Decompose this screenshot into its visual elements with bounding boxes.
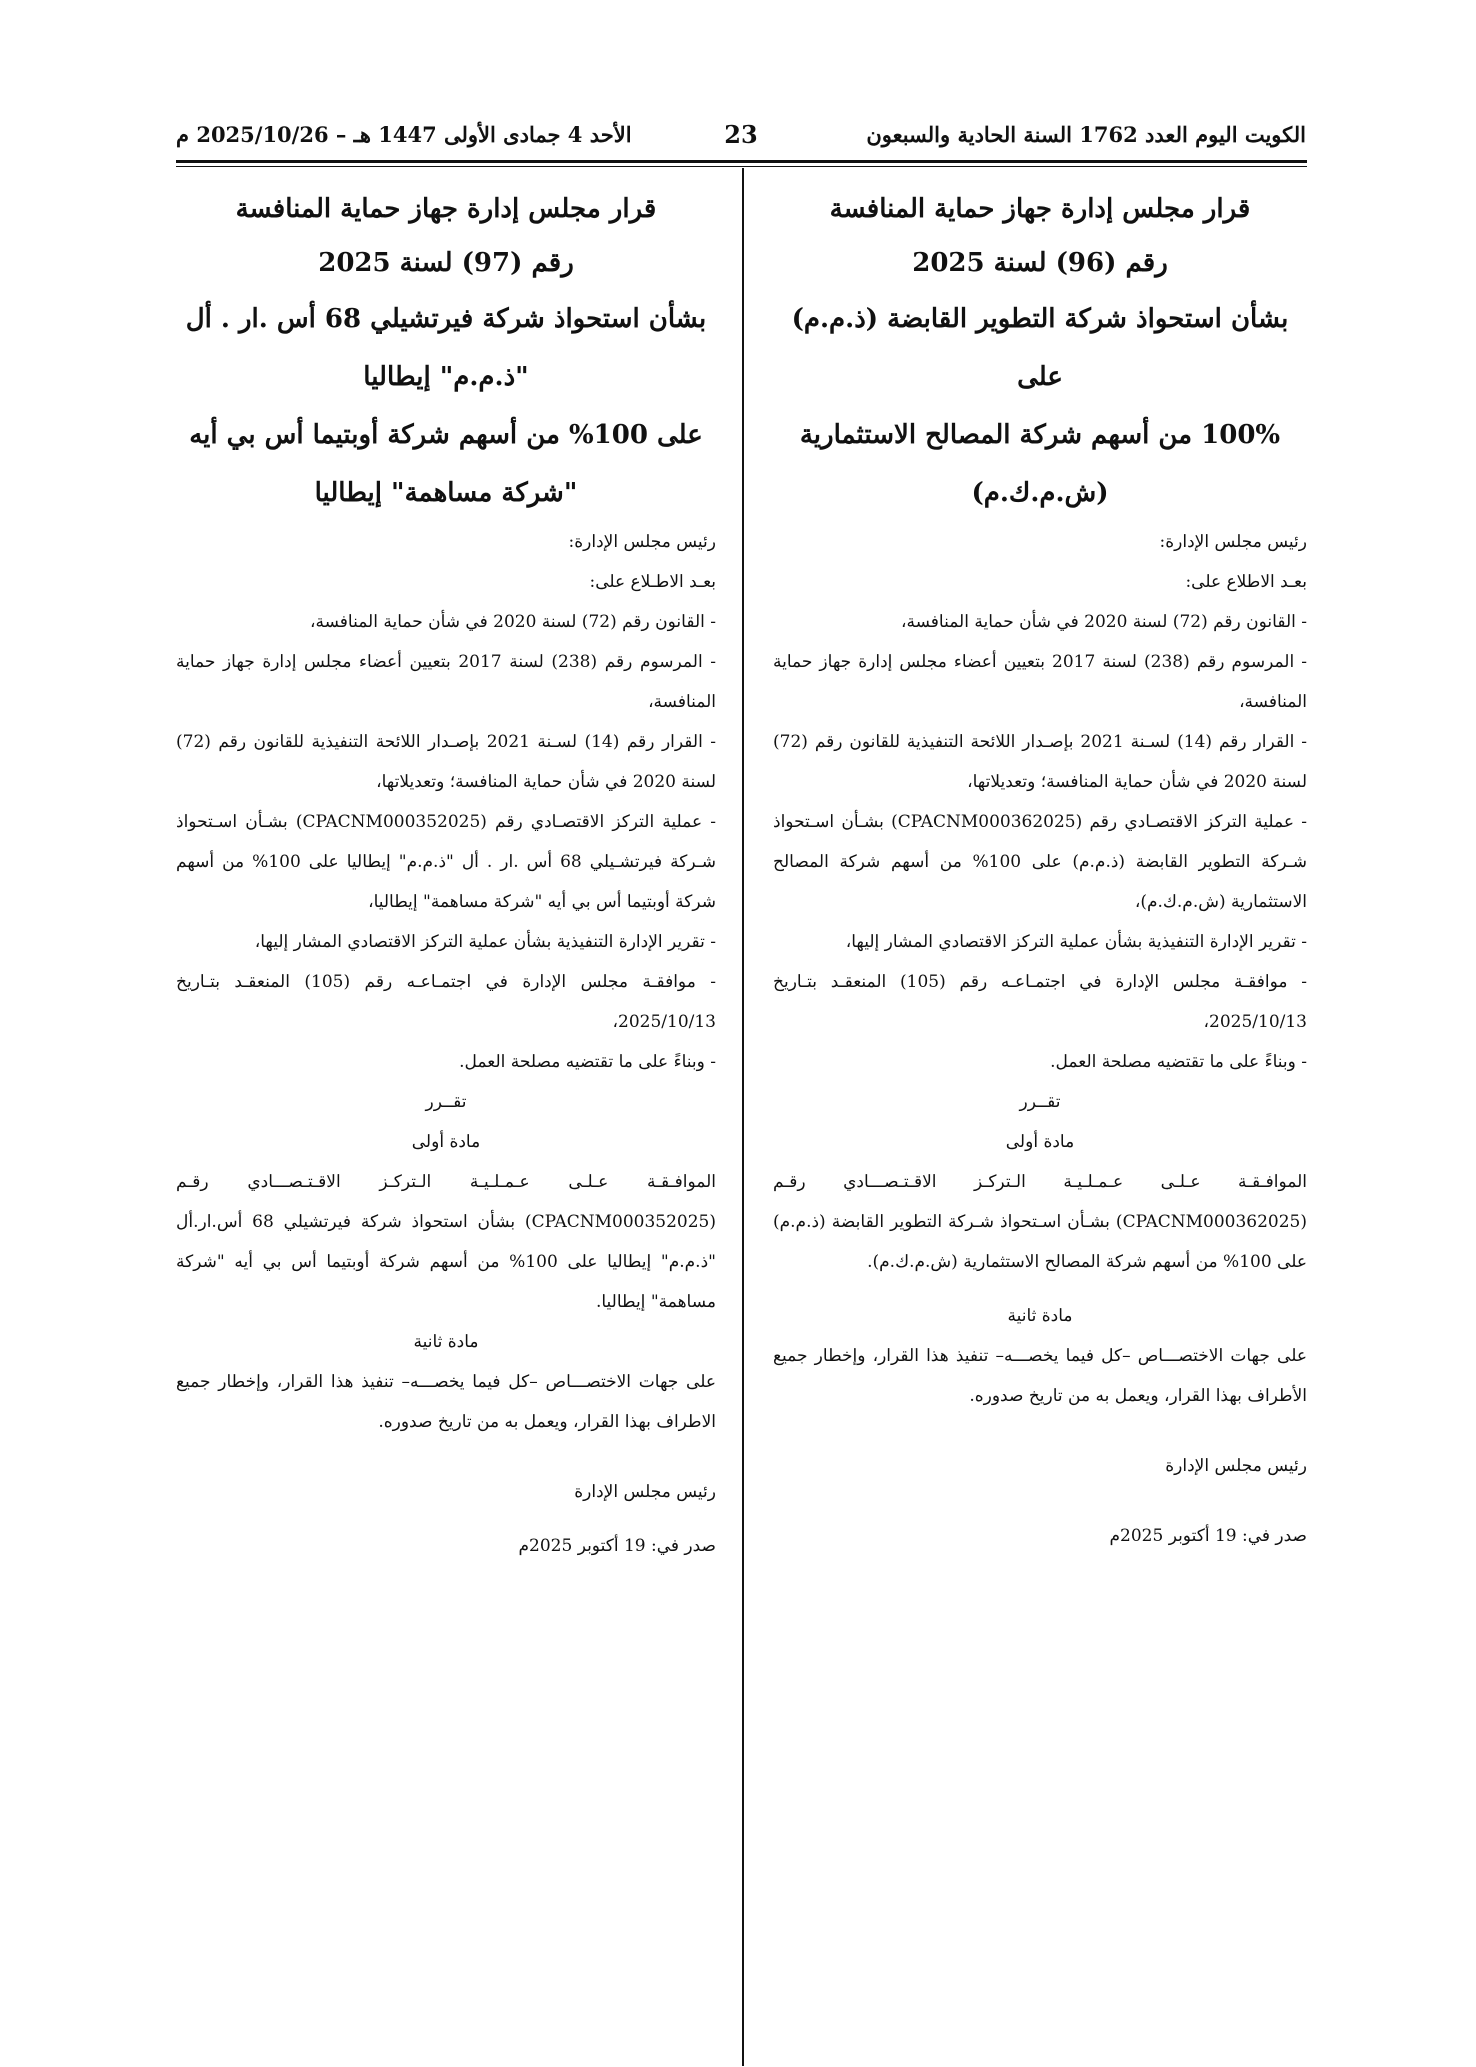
decision-number: رقم (97) لسنة 2025 <box>318 248 574 278</box>
chairman-intro: رئيس مجلس الإدارة: <box>1159 532 1307 552</box>
decision-subject-line: بشأن استحواذ شركة التطوير القابضة (ذ.م.م) على <box>791 304 1289 392</box>
signature: رئيس مجلس الإدارة <box>1165 1456 1307 1476</box>
preamble-item: - موافقـة مجلس الإدارة في اجتمـاعـه رقم (105) المنعقـد بتـاريخ 2025/10/13، <box>176 972 716 1032</box>
preamble-item: - القانون رقم (72) لسنة 2020 في شأن حماية المنافسة، <box>310 612 716 632</box>
chairman-intro: رئيس مجلس الإدارة: <box>568 532 716 552</box>
after-review: بعـد الاطـلاع على: <box>589 572 716 592</box>
header-rule-thin <box>176 166 1307 167</box>
decision-subject-line: (ش.م.ك.م) <box>971 478 1109 508</box>
signature: رئيس مجلس الإدارة <box>574 1482 716 1502</box>
decision-subject-line: "شركة مساهمة" إيطاليا <box>314 478 578 508</box>
issue-date-line: صدر في: 19 أكتوبر 2025م <box>1109 1526 1307 1546</box>
decision-number: رقم (96) لسنة 2025 <box>912 248 1168 278</box>
page-header <box>176 118 1306 158</box>
decides-heading: تقــرر <box>1019 1092 1061 1112</box>
preamble-item: - موافقـة مجلس الإدارة في اجتمـاعـه رقم (105) المنعقـد بتـاريخ 2025/10/13، <box>773 972 1307 1032</box>
page-number: 23 <box>724 120 758 149</box>
decision-subject-line: على 100% من أسهم شركة أوبتيما أس بي أيه <box>189 420 703 450</box>
preamble-item: - القرار رقم (14) لسـنة 2021 بإصـدار اللائحة التنفيذية للقانون رقم (72) لسنة 2020 في شأن حماية المنافسة؛ وتعديلاتها، <box>176 732 717 792</box>
article-1-title: مادة أولى <box>1005 1132 1075 1152</box>
decision-subject-line: "ذ.م.م" إيطاليا <box>363 362 529 392</box>
decision-subject-line: بشأن استحواذ شركة فيرتشيلي 68 أس .ار . أل <box>185 304 707 334</box>
header-rule-thick <box>176 160 1307 163</box>
article-2-title: مادة ثانية <box>1007 1306 1073 1326</box>
article-2-text: على جهات الاختصـــاص –كل فيما يخصـــه– تنفيذ هذا القرار، وإخطار جميع الاطراف بهذا القرار، ويعمل به من تاريخ صدوره. <box>176 1372 716 1432</box>
decision-title: قرار مجلس إدارة جهاز حماية المنافسة <box>829 194 1251 224</box>
article-1-text: الموافـقـة عـلـى عـمـلـيـة الـتركـز الاقـتـصـــادي رقـم (CPACNM000362025) بشـأن اسـتحواذ شـركة التطوير القابضة (ذ.م.م) على 100% من أسهم شركة المصالح الاستثمارية (ش.م.ك.م). <box>773 1172 1307 1272</box>
decision-96-column <box>773 182 1307 1556</box>
issue-date-line: صدر في: 19 أكتوبر 2025م <box>518 1536 716 1556</box>
preamble-item: - المرسوم رقم (238) لسنة 2017 بتعيين أعضاء مجلس إدارة جهاز حماية المنافسة، <box>176 652 717 712</box>
preamble-item: - وبناءً على ما تقتضيه مصلحة العمل. <box>459 1052 716 1072</box>
preamble-item: - وبناءً على ما تقتضيه مصلحة العمل. <box>1050 1052 1307 1072</box>
issue-date: الأحد 4 جمادى الأولى 1447 هـ – 2025/10/26 م <box>176 122 632 147</box>
decision-title: قرار مجلس إدارة جهاز حماية المنافسة <box>235 194 657 224</box>
column-divider <box>742 168 744 2066</box>
preamble-item: - القرار رقم (14) لسـنة 2021 بإصـدار اللائحة التنفيذية للقانون رقم (72) لسنة 2020 في شأن حماية المنافسة؛ وتعديلاتها، <box>773 732 1308 792</box>
decision-subject-line: 100% من أسهم شركة المصالح الاستثمارية <box>799 420 1281 450</box>
preamble-item: - المرسوم رقم (238) لسنة 2017 بتعيين أعضاء مجلس إدارة جهاز حماية المنافسة، <box>773 652 1308 712</box>
issue-info: الكويت اليوم العدد 1762 السنة الحادية والسبعون <box>866 122 1306 147</box>
preamble-item: - تقرير الإدارة التنفيذية بشأن عملية التركز الاقتصادي المشار إليها، <box>254 932 716 952</box>
decides-heading: تقــرر <box>425 1092 467 1112</box>
article-1-text: الموافـقـة عـلـى عـمـلـيـة الـتركـز الاقـتـصـــادي رقـم (CPACNM000352025) بشأن استحواذ شركة فيرتشيلي 68 أس.ار.أل "ذ.م.م" إيطاليا على 100% من أسهم شركة أوبتيما أس بي أيه "شركة مساهمة" إيطاليا. <box>176 1172 716 1312</box>
article-2-text: على جهات الاختصـــاص –كل فيما يخصـــه– تنفيذ هذا القرار، وإخطار جميع الأطراف بهذا القرار، ويعمل به من تاريخ صدوره. <box>773 1346 1307 1406</box>
preamble-item: - تقرير الإدارة التنفيذية بشأن عملية التركز الاقتصادي المشار إليها، <box>845 932 1307 952</box>
article-1-title: مادة أولى <box>411 1132 481 1152</box>
decision-97-column <box>176 182 716 1566</box>
after-review: بعـد الاطلاع على: <box>1185 572 1307 592</box>
preamble-item: - القانون رقم (72) لسنة 2020 في شأن حماية المنافسة، <box>901 612 1307 632</box>
preamble-item: - عملية التركز الاقتصـادي رقم (CPACNM000352025) بشـأن اسـتحواذ شـركة فيرتشـيلي 68 أس .ار . أل "ذ.م.م" إيطاليا على 100% من أسهم شركة أوبتيما أس بي أيه "شركة مساهمة" إيطاليا، <box>176 812 716 912</box>
preamble-item: - عملية التركز الاقتصـادي رقم (CPACNM000362025) بشـأن اسـتحواذ شـركة التطوير القابضة (ذ.م.م) على 100% من أسهم شركة المصالح الاستثمارية (ش.م.ك.م)، <box>773 812 1308 912</box>
article-2-title: مادة ثانية <box>413 1332 479 1352</box>
